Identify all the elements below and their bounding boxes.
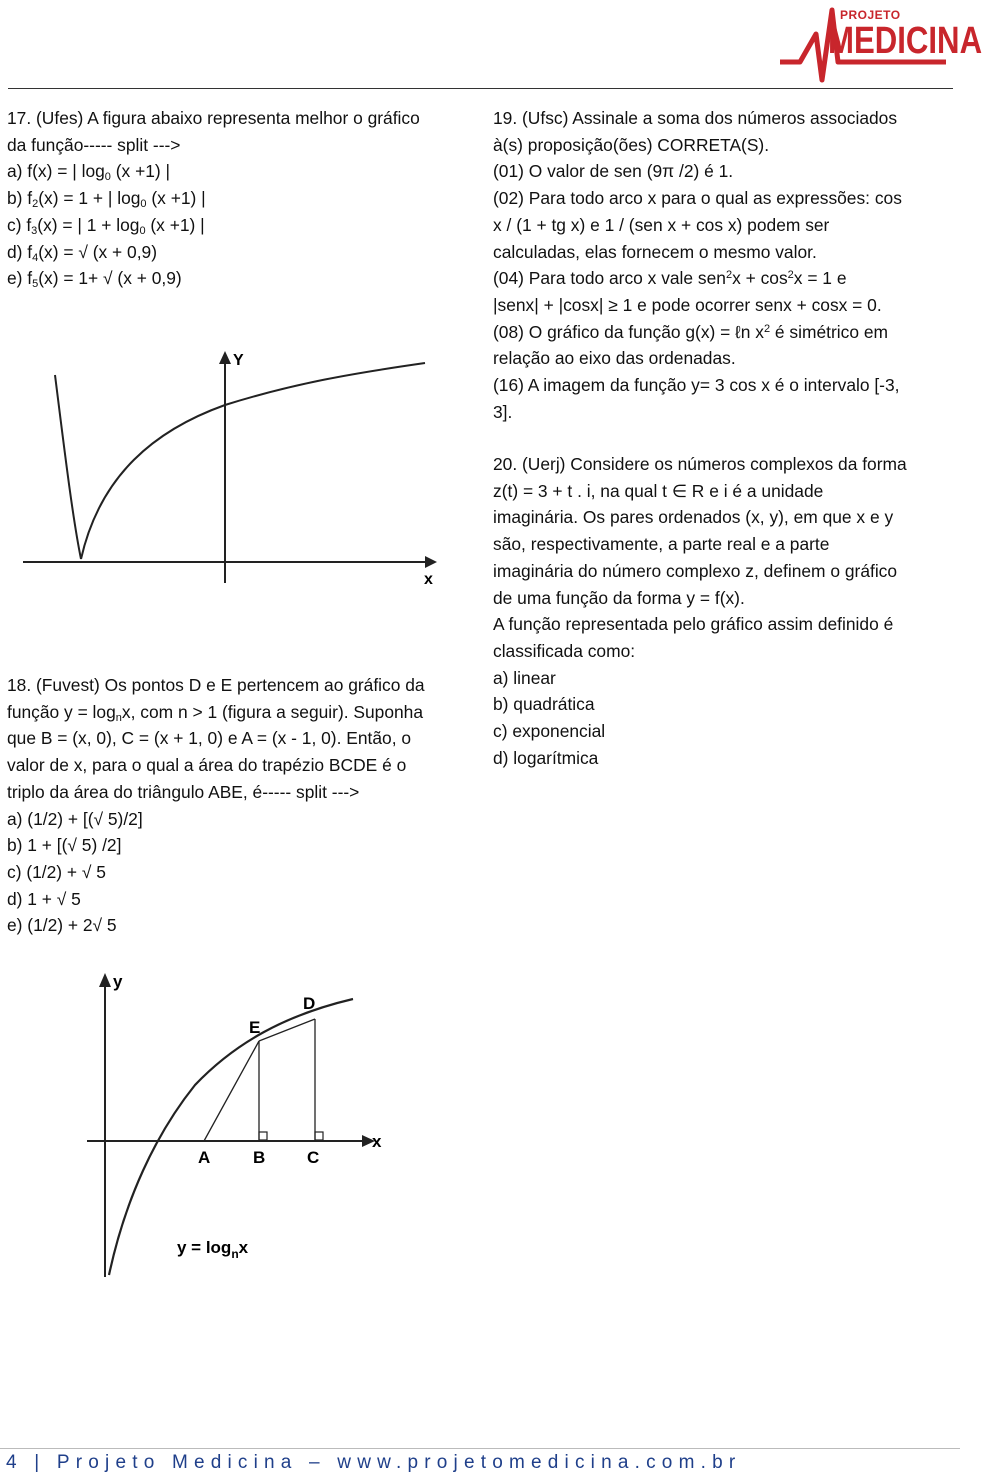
question-18 (7, 672, 477, 939)
q19-line: calculadas, elas fornecem o mesmo valor. (493, 241, 817, 262)
question-19 (493, 105, 953, 425)
q17-option-d: d) $f_4(x)$ = √ (x + 0,9) (7, 241, 158, 264)
q18-line: valor de x, para o qual a área do trapézio BCDE é o (7, 755, 407, 776)
q19-line: (04) Para todo arco x vale $sen^2x + \cos^2x = 1$ e (493, 268, 847, 289)
q20-line: A função representada pelo gráfico assim definido é (493, 614, 894, 635)
q19-line: (01) O valor de sen (9π /2) é 1. (493, 161, 734, 182)
q20-line: 20. (Uerj) Considere os números complexos da forma (493, 454, 907, 474)
projeto-medicina-logo (778, 4, 982, 88)
q20-line: imaginária. Os pares ordenados (x, y), em que x e y (493, 507, 894, 528)
logo-top-text: PROJETO (840, 8, 901, 22)
x-axis-arrow (425, 556, 437, 568)
y-axis-arrow (219, 351, 231, 364)
q18-line: 18. (Fuvest) Os pontos D e E pertencem ao gráfico da (7, 675, 425, 695)
y-axis-label: Y (233, 352, 244, 369)
curve-equation-label: $y = \log_nx$ (177, 1238, 249, 1261)
right-angle-mark-B (259, 1132, 267, 1140)
point-label-E: E (249, 1018, 261, 1037)
q18-option-c: c) (1/2) + √ 5 (7, 861, 106, 882)
x-axis-label: x (424, 571, 433, 588)
q17-option-a: a) f(x) = | $\log_0 (x +1)$ | (7, 161, 171, 184)
function-curve-left (55, 375, 81, 559)
point-label-D: D (303, 994, 316, 1013)
q17-option-c: c) $f_3(x)$ = | $1 + \log_0 (x +1)$ | (7, 214, 205, 237)
q20-line: imaginária do número complexo z, definem o gráfico (493, 560, 898, 581)
q20-option-a: a) linear (493, 667, 556, 688)
q17-option-e: e) $f_5(x) = 1+$ √ (x + 0,9) (7, 268, 182, 291)
q19-line: 19. (Ufsc) Assinale a soma dos números associados (493, 108, 898, 128)
q19-line: |senx| + |cosx| ≥ 1 e pode ocorrer senx + cosx = 0. (493, 294, 882, 315)
x-axis-label: x (372, 1132, 382, 1151)
q18-log-graph (85, 965, 395, 1280)
q20-line: z(t) = 3 + t . i, na qual t ∈ R e i é a unidade (493, 480, 824, 501)
footer-divider (0, 1448, 960, 1449)
right-angle-mark-C (315, 1132, 323, 1140)
function-curve-right (81, 363, 425, 559)
point-label-C: C (307, 1148, 320, 1167)
q20-option-b: b) quadrática (493, 694, 595, 715)
q17-option-b: b) $f_2(x) = 1$ + | $\log_0 (x +1)$ | (7, 188, 206, 211)
q18-option-b: b) 1 + [(√ 5) /2] (7, 835, 122, 856)
q19-line: x / (1 + tg x) e 1 / (sen x + cos x) podem ser (493, 214, 830, 235)
q20-line: classificada como: (493, 640, 636, 661)
q18-line: função $y = \log_nx$, com n > 1 (figura a seguir). Suponha (7, 701, 424, 724)
q17-line: 17. (Ufes) A figura abaixo representa melhor o gráfico (7, 108, 420, 128)
q20-option-d: d) logarítmica (493, 747, 599, 768)
q20-line: de uma função da forma y = f(x). (493, 587, 745, 608)
q18-option-e: e) (1/2) + 2√ 5 (7, 915, 117, 936)
q18-line: triplo da área do triângulo ABE, é----- split ---> (7, 781, 360, 802)
q18-option-a: a) (1/2) + [(√ 5)/2] (7, 808, 143, 829)
point-label-A: A (198, 1148, 211, 1167)
y-axis-arrow (99, 973, 111, 987)
q20-line: são, respectivamente, a parte real e a parte (493, 534, 830, 555)
q19-line: à(s) proposição(ões) CORRETA(S). (493, 134, 770, 155)
question-20 (493, 451, 953, 771)
question-17 (7, 105, 477, 292)
log-curve (109, 999, 353, 1275)
q19-line: (16) A imagem da função y= 3 cos x é o intervalo [-3, (493, 375, 900, 396)
q18-option-d: d) 1 + √ 5 (7, 888, 81, 909)
logo-main-text: MEDICINA (828, 20, 982, 62)
q17-function-graph (15, 345, 445, 595)
q19-line: relação ao eixo das ordenadas. (493, 348, 736, 369)
header-divider (8, 88, 953, 89)
q18-line: que B = (x, 0), C = (x + 1, 0) e A = (x - 1, 0). Então, o (7, 728, 412, 749)
q19-line: (08) O gráfico da função g(x) = ℓn $x^2$ é simétrico em (493, 321, 888, 342)
q19-line: 3]. (493, 401, 513, 422)
point-label-B: B (253, 1148, 266, 1167)
q19-line: (02) Para todo arco x para o qual as expressões: cos (493, 188, 902, 209)
q17-line: da função----- split ---> (7, 134, 181, 155)
segment-A-E (204, 1041, 259, 1141)
q20-option-c: c) exponencial (493, 721, 606, 742)
page-footer: 4 | Projeto Medicina – www.projetomedicina.com.br (6, 1452, 742, 1473)
y-axis-label: y (113, 972, 123, 991)
